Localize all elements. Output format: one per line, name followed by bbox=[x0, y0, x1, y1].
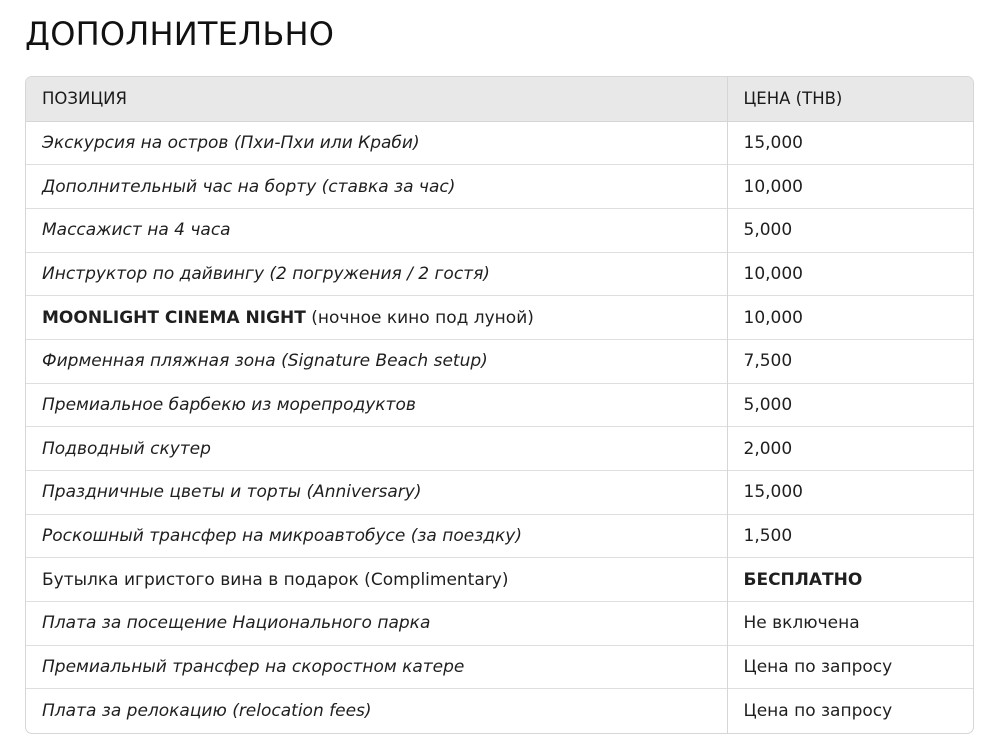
item-cell: Экскурсия на остров (Пхи-Пхи или Краби) bbox=[42, 132, 420, 153]
column-header-price: ЦЕНА (THB) bbox=[727, 77, 973, 121]
price-cell: 15,000 bbox=[727, 471, 973, 515]
price-cell-free: БЕСПЛАТНО bbox=[727, 558, 973, 602]
table-row bbox=[26, 383, 973, 427]
item-cell bbox=[26, 296, 727, 340]
table-row bbox=[26, 514, 973, 558]
item-cell: Массажист на 4 часа bbox=[26, 208, 727, 252]
item-cell: Инструктор по дайвингу (2 погружения / 2 гостя) bbox=[26, 252, 727, 296]
price-cell: Цена по запросу bbox=[727, 645, 973, 689]
item-cell: Плата за посещение Национального парка bbox=[26, 602, 727, 646]
item-title-bold: MOONLIGHT CINEMA NIGHT bbox=[42, 307, 306, 328]
item-cell: Праздничные цветы и торты (Anniversary) bbox=[26, 471, 727, 515]
price-cell: 10,000 bbox=[727, 165, 973, 209]
table-row bbox=[26, 471, 973, 515]
item-cell: Подводный скутер bbox=[26, 427, 727, 471]
item-cell: Премиальный трансфер на скоростном катере bbox=[26, 645, 727, 689]
table-row bbox=[26, 296, 973, 340]
price-cell: 5,000 bbox=[727, 208, 973, 252]
table-row bbox=[26, 252, 973, 296]
price-cell: 15,000 bbox=[727, 121, 973, 165]
column-header-item: ПОЗИЦИЯ bbox=[26, 77, 727, 121]
extras-price-table bbox=[25, 76, 974, 734]
item-cell: Дополнительный час на борту (ставка за час) bbox=[26, 165, 727, 209]
table-row bbox=[26, 165, 973, 209]
price-cell: Не включена bbox=[727, 602, 973, 646]
item-title-rest: (ночное кино под луной) bbox=[305, 307, 534, 328]
price-cell: 5,000 bbox=[727, 383, 973, 427]
table-row bbox=[26, 339, 973, 383]
item-cell: Премиальное барбекю из морепродуктов bbox=[26, 383, 727, 427]
table-row bbox=[26, 208, 973, 252]
price-cell: 10,000 bbox=[727, 252, 973, 296]
table-header-row bbox=[26, 77, 973, 121]
price-cell: 1,500 bbox=[727, 514, 973, 558]
table-row bbox=[26, 558, 973, 602]
table-row bbox=[26, 427, 973, 471]
price-table bbox=[26, 77, 973, 733]
table-row bbox=[26, 689, 973, 733]
table-row bbox=[26, 602, 973, 646]
table-row bbox=[26, 121, 973, 165]
item-cell: Плата за релокацию (relocation fees) bbox=[26, 689, 727, 733]
item-cell: Бутылка игристого вина в подарок (Complimentary) bbox=[26, 558, 727, 602]
item-cell: Роскошный трансфер на микроавтобусе (за поездку) bbox=[26, 514, 727, 558]
page-title: ДОПОЛНИТЕЛЬНО bbox=[25, 15, 335, 53]
price-cell: 10,000 bbox=[727, 296, 973, 340]
price-cell: 7,500 bbox=[727, 339, 973, 383]
item-cell: Фирменная пляжная зона (Signature Beach setup) bbox=[26, 339, 727, 383]
table-row bbox=[26, 645, 973, 689]
price-cell: Цена по запросу bbox=[727, 689, 973, 733]
price-cell: 2,000 bbox=[727, 427, 973, 471]
